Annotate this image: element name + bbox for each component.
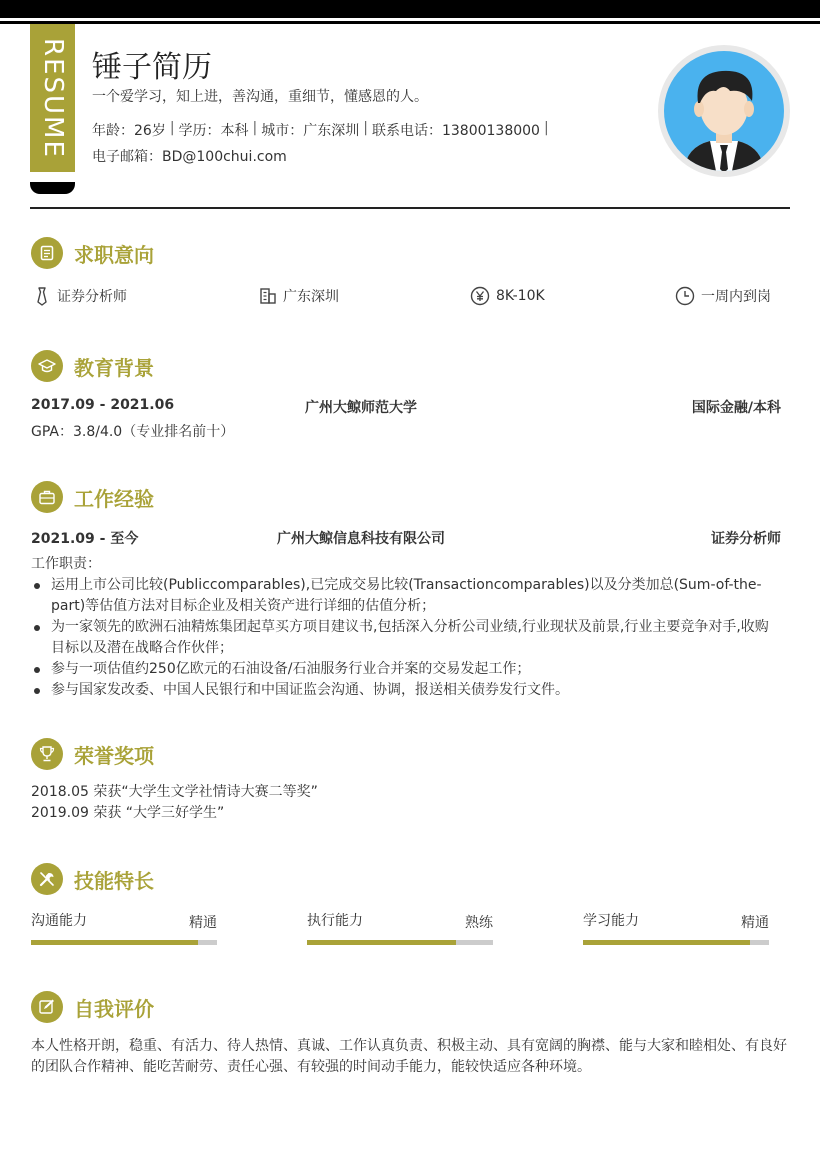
list-item: 运用上市公司比较(Publiccomparables),已完成交易比较(Transactioncomparables)以及分类加总(Sum-of-the-part)等估值方法对目标企业及相关资产进行详细的估值分析； xyxy=(31,575,781,617)
edit-note-icon xyxy=(31,991,63,1023)
skill-bar-track xyxy=(31,940,217,945)
basic-info-row xyxy=(92,120,553,140)
education-period: 2017.09 - 2021.06 xyxy=(31,397,175,413)
tools-icon xyxy=(31,863,63,895)
list-item: 参与国家发改委、中国人民银行和中国证监会沟通、协调，报送相关债券发行文件。 xyxy=(31,680,781,701)
avatar xyxy=(658,45,790,177)
section-title-honors: 荣誉奖项 xyxy=(74,743,154,768)
resume-tab-black-cap xyxy=(30,182,75,194)
resume-label: RESUME xyxy=(38,37,68,159)
work-duty-list xyxy=(31,575,781,701)
skill-name: 学习能力 xyxy=(583,913,639,929)
education-school: 广州大鲸师范大学 xyxy=(305,400,417,416)
intent-position xyxy=(33,286,127,306)
avatar-illustration xyxy=(664,51,784,171)
section-title-education: 教育背景 xyxy=(74,355,154,380)
avatar-person-icon xyxy=(664,51,784,171)
building-icon xyxy=(259,287,277,305)
resume-tab xyxy=(30,24,75,194)
header-divider xyxy=(30,207,790,209)
resume-tab-olive xyxy=(30,24,75,172)
tie-icon xyxy=(33,286,51,306)
candidate-motto: 一个爱学习，知上进，善沟通，重细节，懂感恩的人。 xyxy=(92,89,428,105)
intent-position-text: 证券分析师 xyxy=(57,289,127,305)
section-title-intent: 求职意向 xyxy=(74,242,154,267)
skill-bar-fill xyxy=(31,940,198,945)
intent-salary-text: 8K-10K xyxy=(496,288,545,304)
honor-item: 2019.09 荣获 “大学三好学生” xyxy=(31,805,225,821)
skill-name: 沟通能力 xyxy=(31,913,87,929)
section-title-skills: 技能特长 xyxy=(74,868,154,893)
info-separator: | xyxy=(252,120,258,136)
skill-bar-track xyxy=(307,940,493,945)
section-intent-header xyxy=(31,237,154,269)
section-skills-header xyxy=(31,863,154,895)
top-thin-line xyxy=(0,21,820,24)
info-separator: | xyxy=(169,120,175,136)
work-period: 2021.09 - 至今 xyxy=(31,531,139,547)
section-title-work: 工作经验 xyxy=(74,486,154,511)
intent-availability-text: 一周内到岗 xyxy=(701,289,771,305)
skill-learning xyxy=(583,908,769,948)
skill-level: 熟练 xyxy=(465,915,493,931)
skill-communication xyxy=(31,908,217,948)
education-major: 国际金融/本科 xyxy=(691,400,781,416)
work-company: 广州大鲸信息科技有限公司 xyxy=(277,531,445,547)
info-separator: | xyxy=(543,120,549,136)
document-icon xyxy=(31,237,63,269)
info-age: 年龄：26岁 xyxy=(92,123,166,139)
yen-icon xyxy=(470,286,490,306)
self-eval-text: 本人性格开朗，稳重、有活力、待人热情、真诚、工作认真负责、积极主动、具有宽阔的胸襟、能与大家和睦相处、有良好的团队合作精神、能吃苦耐劳、责任心强、有较强的时间动手能力，能较快适应各种环境。 xyxy=(31,1038,787,1075)
list-item: 为一家领先的欧洲石油精炼集团起草买方项目建议书,包括深入分析公司业绩,行业现状及前景,行业主要竞争对手,收购目标以及潜在战略合作伙伴； xyxy=(31,617,781,659)
skill-level: 精通 xyxy=(189,915,217,931)
skill-bar-track xyxy=(583,940,769,945)
section-work-header xyxy=(31,481,154,513)
skill-level: 精通 xyxy=(741,915,769,931)
top-black-bar xyxy=(0,0,820,18)
education-gpa: GPA：3.8/4.0（专业排名前十） xyxy=(31,424,235,440)
candidate-name: 锤子简历 xyxy=(92,50,212,85)
list-item: 参与一项估值约250亿欧元的石油设备/石油服务行业合并案的交易发起工作； xyxy=(31,659,781,680)
trophy-icon xyxy=(31,738,63,770)
info-city: 城市：广东深圳 xyxy=(261,123,360,139)
info-education: 学历：本科 xyxy=(178,123,249,139)
section-title-self-eval: 自我评价 xyxy=(74,996,154,1021)
section-honors-header xyxy=(31,738,154,770)
info-phone: 联系电话：13800138000 xyxy=(371,123,540,139)
skill-bar-fill xyxy=(307,940,456,945)
skill-bar-fill xyxy=(583,940,750,945)
work-position: 证券分析师 xyxy=(711,531,781,547)
work-duty-label: 工作职责： xyxy=(31,556,101,572)
section-self-eval-header xyxy=(31,991,154,1023)
clock-icon xyxy=(675,286,695,306)
intent-city xyxy=(259,286,339,306)
info-email: 电子邮箱：BD@100chui.com xyxy=(92,149,287,165)
honor-item: 2018.05 荣获“大学生文学社情诗大赛二等奖” xyxy=(31,784,318,800)
skill-execution xyxy=(307,908,493,948)
intent-city-text: 广东深圳 xyxy=(283,289,339,305)
intent-salary xyxy=(470,286,545,306)
info-separator: | xyxy=(363,120,368,136)
graduation-cap-icon xyxy=(31,350,63,382)
section-education-header xyxy=(31,350,154,382)
briefcase-icon xyxy=(31,481,63,513)
intent-availability xyxy=(675,286,771,306)
skill-name: 执行能力 xyxy=(307,913,363,929)
